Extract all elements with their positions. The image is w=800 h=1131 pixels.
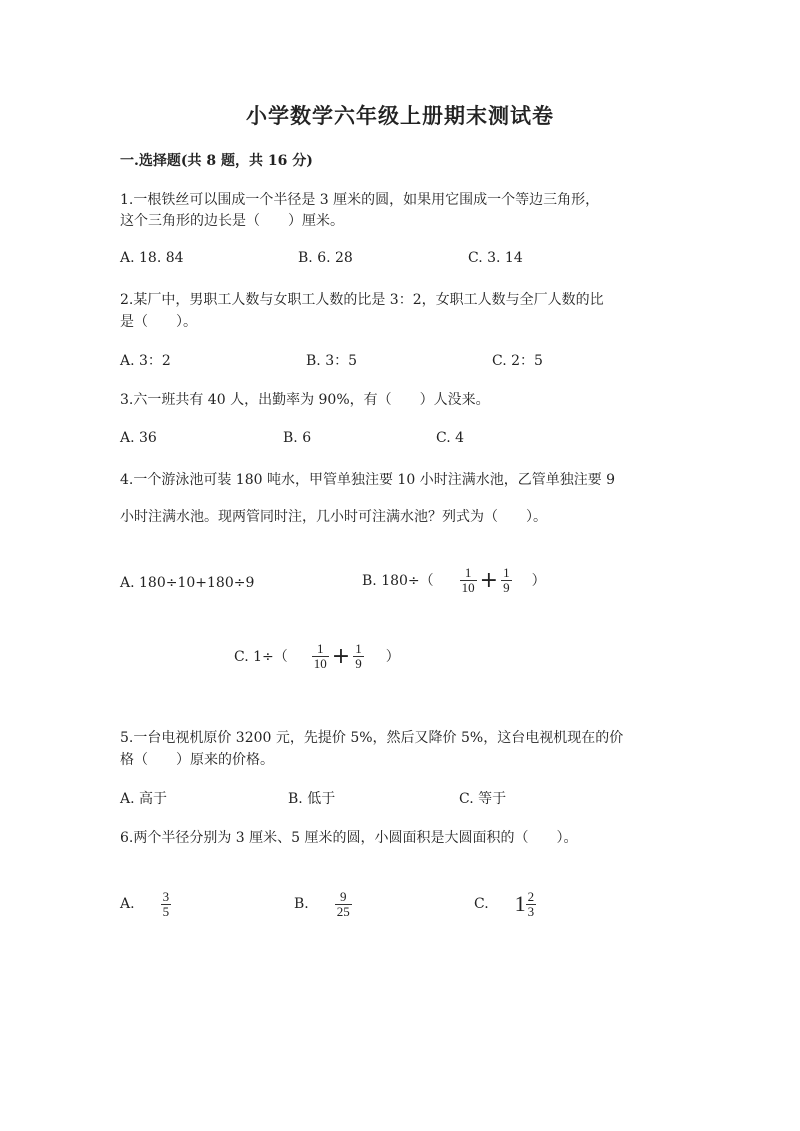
question-1-line-2: 这个三角形的边长是（ ）厘米。 (120, 213, 344, 229)
q5-option-c[interactable]: C. 等于 (459, 791, 507, 807)
mixed-number-whole: 1 (514, 891, 526, 917)
plus-sign: + (331, 643, 351, 669)
q4-option-c-fraction-2 (353, 642, 364, 670)
fraction-numerator: 9 (340, 889, 347, 904)
question-4-line-1: 4.一个游泳池可装 180 吨水，甲管单独注要 10 小时注满水池，乙管单独注要 9 (120, 472, 616, 488)
q2-option-b[interactable]: B. 3：5 (306, 353, 358, 369)
question-1-line-1: 1.一根铁丝可以围成一个半径是 3 厘米的圆，如果用它围成一个等边三角形， (120, 192, 600, 208)
q4-option-a[interactable]: A. 180÷10+180÷9 (120, 575, 255, 591)
q6-option-c-fraction (526, 890, 537, 918)
q4-option-b-prefix: B. 180÷（ (362, 573, 434, 590)
fraction-denominator: 3 (527, 903, 535, 919)
q5-option-b[interactable]: B. 低于 (288, 791, 336, 807)
q5-option-a[interactable]: A. 高于 (120, 791, 168, 807)
fraction-numerator: 3 (162, 889, 170, 904)
q6-option-c-label: C. (474, 896, 489, 913)
fraction-denominator: 10 (461, 579, 475, 595)
q4-option-b[interactable] (362, 566, 546, 594)
fraction-numerator: 2 (527, 889, 535, 904)
q4-option-c-prefix: C. 1÷（ (234, 649, 288, 666)
q6-option-c[interactable] (474, 890, 536, 918)
question-5-line-1: 5.一台电视机原价 3200 元，先提价 5%，然后又降价 5%，这台电视机现在的价 (120, 730, 624, 746)
fraction-numerator: 1 (503, 565, 510, 580)
q2-option-c[interactable]: C. 2：5 (492, 353, 543, 369)
q6-option-b[interactable] (294, 890, 352, 918)
fraction-denominator: 9 (355, 655, 362, 671)
q4-option-b-fraction-2 (501, 566, 512, 594)
fraction-numerator: 1 (464, 565, 472, 580)
fraction-numerator: 1 (317, 641, 324, 656)
question-5-line-2: 格（ ）原来的价格。 (120, 752, 274, 768)
q6-option-b-label: B. (294, 896, 309, 913)
question-6-line-1: 6.两个半径分别为 3 厘米、5 厘米的圆，小圆面积是大圆面积的（ ）。 (120, 830, 578, 846)
q1-option-a[interactable]: A. 18. 84 (120, 250, 184, 266)
fraction-denominator: 9 (503, 579, 510, 595)
fraction-denominator: 25 (336, 903, 350, 919)
q3-option-a[interactable]: A. 36 (120, 430, 157, 446)
fraction-numerator: 1 (355, 641, 362, 656)
q3-option-c[interactable]: C. 4 (436, 430, 465, 446)
question-3-line-1: 3.六一班共有 40 人，出勤率为 90%，有（ ）人没来。 (120, 392, 490, 408)
plus-sign: + (479, 567, 499, 593)
q6-option-a-label: A. (120, 896, 135, 913)
fraction-denominator: 5 (162, 903, 170, 919)
q6-option-a[interactable] (120, 890, 171, 918)
q6-option-b-fraction (335, 890, 352, 918)
q4-option-c[interactable] (234, 642, 400, 670)
q4-option-b-fraction-1 (460, 566, 477, 594)
q3-option-b[interactable]: B. 6 (283, 430, 312, 446)
q2-option-a[interactable]: A. 3：2 (120, 353, 171, 369)
fraction-denominator: 10 (313, 655, 327, 671)
q4-option-c-suffix: ） (385, 649, 400, 666)
question-4-line-2: 小时注满水池。现两管同时注，几小时可注满水池？列式为（ ）。 (120, 509, 547, 525)
q1-option-b[interactable]: B. 6. 28 (298, 250, 353, 266)
q6-option-a-fraction (161, 890, 172, 918)
question-2-line-1: 2.某厂中，男职工人数与女职工人数的比是 3：2，女职工人数与全厂人数的比 (120, 292, 604, 308)
page-title: 小学数学六年级上册期末测试卷 (246, 103, 554, 128)
question-2-line-2: 是（ ）。 (120, 314, 197, 330)
q1-option-c[interactable]: C. 3. 14 (468, 250, 523, 266)
q4-option-b-suffix: ） (531, 573, 546, 590)
q4-option-c-fraction-1 (312, 642, 329, 670)
section-heading: 一.选择题(共 8 题，共 16 分) (120, 153, 313, 169)
